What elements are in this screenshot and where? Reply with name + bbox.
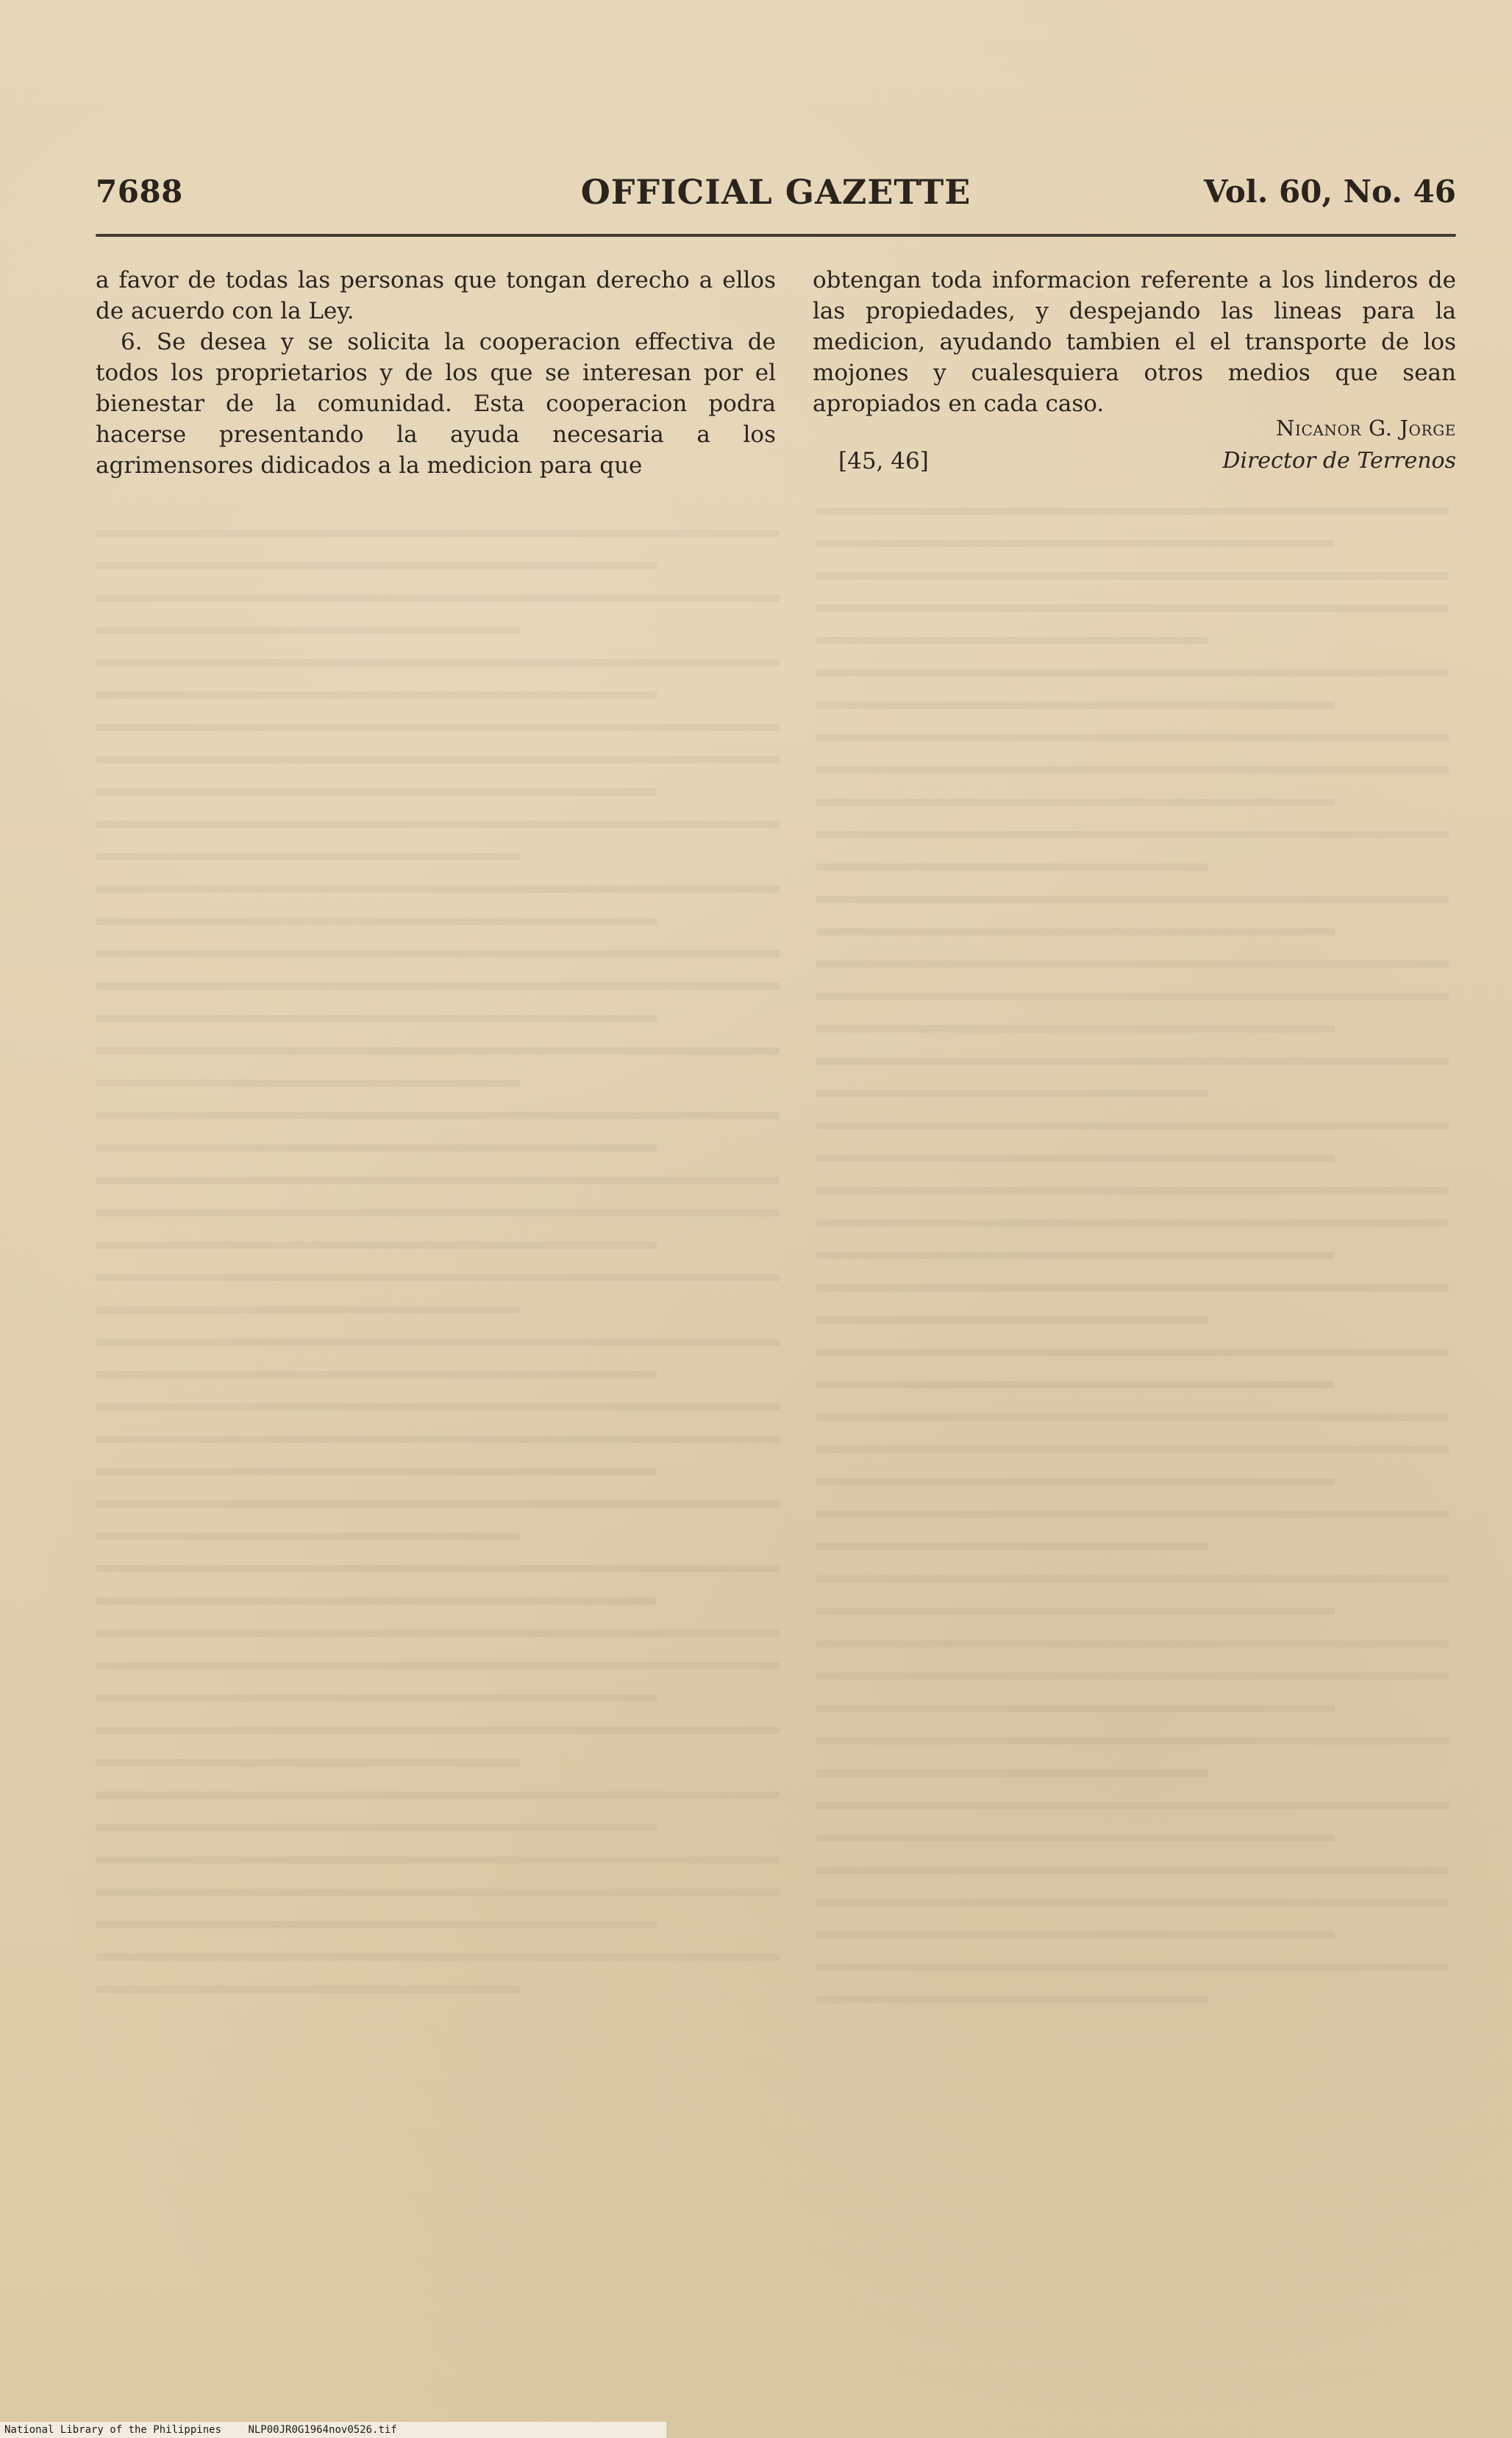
bleed-line (96, 983, 780, 990)
bleed-line (96, 724, 780, 731)
bleed-line (96, 1662, 780, 1669)
bleed-line (96, 530, 780, 537)
bleed-line (96, 1015, 657, 1022)
bleed-line (816, 572, 1449, 580)
bleed-line (816, 1543, 1208, 1550)
volume-number: Vol. 60, No. 46 (1204, 174, 1456, 210)
bleed-line (96, 1759, 520, 1767)
bleed-line (816, 993, 1449, 1000)
paragraph-1-left: a favor de todas las personas que tongan derecho a ellos de acuerdo con la Ley. (96, 267, 776, 324)
bleed-line (816, 831, 1449, 838)
bleed-line (816, 863, 1208, 871)
bleed-line (816, 1899, 1449, 1906)
signature-name: Nicanor G. Jorge (1275, 416, 1456, 441)
bleed-line (96, 1339, 780, 1346)
bleed-line (96, 1856, 780, 1864)
bleed-line (816, 896, 1449, 903)
bleed-line (96, 1436, 780, 1443)
header-rule (96, 234, 1456, 237)
bleed-line (816, 1608, 1335, 1615)
page-number: 7688 (96, 174, 183, 210)
signature-title: Director de Terrenos (1222, 448, 1456, 474)
bleed-line (816, 1964, 1449, 1971)
bleed-line (816, 1284, 1449, 1291)
bleed-line (96, 1953, 780, 1961)
bleed-line (816, 1802, 1449, 1809)
bleed-line (816, 1996, 1208, 2003)
bleed-line (816, 734, 1449, 741)
bleed-line (816, 637, 1208, 644)
bleed-line (816, 1511, 1449, 1518)
bleed-line (96, 1792, 780, 1799)
bleed-line (96, 788, 657, 796)
bleed-line (96, 1533, 520, 1540)
scan-footer (0, 2422, 666, 2438)
bleed-through-texture-left (96, 530, 780, 2118)
left-column (96, 265, 776, 481)
bleed-line (816, 1575, 1449, 1583)
bleed-line (96, 1371, 657, 1378)
signature-block (813, 416, 1456, 489)
bleed-line (96, 1468, 657, 1475)
bleed-line (816, 1219, 1449, 1227)
bleed-line (96, 1403, 780, 1411)
bleed-line (816, 1446, 1449, 1453)
bleed-line (96, 1694, 657, 1702)
bleed-line (96, 562, 657, 569)
content-columns (96, 265, 1456, 500)
paragraph-1-right: obtengan toda informacion referente a los linderos de las propiedades, y despejando las lineas para la medicion, ayudando tambien el el transporte de los mojones y cualesquiera otros medios que sean apropiados en cada caso. (813, 267, 1456, 417)
bleed-line (816, 1834, 1335, 1842)
bleed-line (816, 1381, 1335, 1389)
bleed-line (816, 1414, 1449, 1421)
bleed-line (816, 1058, 1449, 1065)
bleed-line (96, 918, 657, 925)
bleed-line (816, 1672, 1449, 1680)
reference-code: [45, 46] (838, 448, 929, 474)
bleed-line (816, 702, 1335, 709)
publication-title: OFFICIAL GAZETTE (580, 172, 971, 212)
bleed-line (816, 1705, 1335, 1712)
bleed-line (96, 821, 780, 828)
bleed-line (816, 928, 1335, 935)
bleed-line (96, 853, 520, 860)
right-column (813, 265, 1456, 419)
bleed-line (96, 1274, 780, 1281)
bleed-line (96, 1080, 520, 1087)
bleed-line (96, 627, 520, 634)
bleed-line (816, 960, 1449, 968)
bleed-line (816, 1349, 1449, 1356)
bleed-line (816, 1737, 1449, 1744)
bleed-line (96, 1241, 657, 1249)
bleed-line (816, 1252, 1335, 1259)
library-name: National Library of the Philippines (4, 2424, 222, 2436)
bleed-line (816, 766, 1449, 774)
bleed-line (96, 659, 780, 666)
bleed-line (96, 594, 780, 602)
bleed-line (816, 1187, 1449, 1194)
bleed-line (816, 669, 1449, 677)
bleed-line (96, 1986, 520, 1993)
bleed-line (96, 1144, 657, 1152)
bleed-line (816, 540, 1335, 547)
bleed-line (816, 1478, 1335, 1486)
bleed-through-texture-right (816, 507, 1449, 2140)
bleed-line (96, 1597, 657, 1605)
bleed-line (96, 1306, 520, 1314)
bleed-line (96, 1209, 780, 1216)
bleed-line (96, 1500, 780, 1508)
bleed-line (816, 1122, 1449, 1130)
bleed-line (816, 605, 1449, 612)
bleed-line (96, 1824, 657, 1831)
bleed-line (96, 1630, 780, 1637)
paragraph-2-left: 6. Se desea y se solicita la cooperacion effectiva de todos los proprietarios y de los que se interesan por el bienestar de la comunidad. Esta cooperacion podra hacerse presentando la ayuda necesaria a los agrimensores didicados a la medicion para que (96, 329, 776, 479)
bleed-line (816, 1155, 1335, 1162)
page-header (96, 169, 1456, 221)
bleed-line (96, 885, 780, 893)
bleed-line (816, 1640, 1449, 1647)
bleed-line (96, 1727, 780, 1734)
bleed-line (96, 1112, 780, 1119)
bleed-line (96, 1921, 657, 1928)
bleed-line (96, 1047, 780, 1055)
bleed-line (816, 1090, 1208, 1097)
bleed-line (816, 507, 1449, 515)
bleed-line (96, 1889, 780, 1896)
bleed-line (816, 1931, 1335, 1939)
bleed-line (816, 1025, 1335, 1033)
bleed-line (96, 1565, 780, 1572)
bleed-line (816, 1867, 1449, 1874)
bleed-line (96, 1177, 780, 1184)
bleed-line (96, 691, 657, 699)
bleed-line (96, 756, 780, 763)
scan-filename: NLP00JR0G1964nov0526.tif (248, 2424, 397, 2436)
bleed-line (816, 1316, 1208, 1324)
bleed-line (96, 950, 780, 958)
bleed-line (816, 799, 1335, 806)
bleed-line (816, 1769, 1208, 1777)
